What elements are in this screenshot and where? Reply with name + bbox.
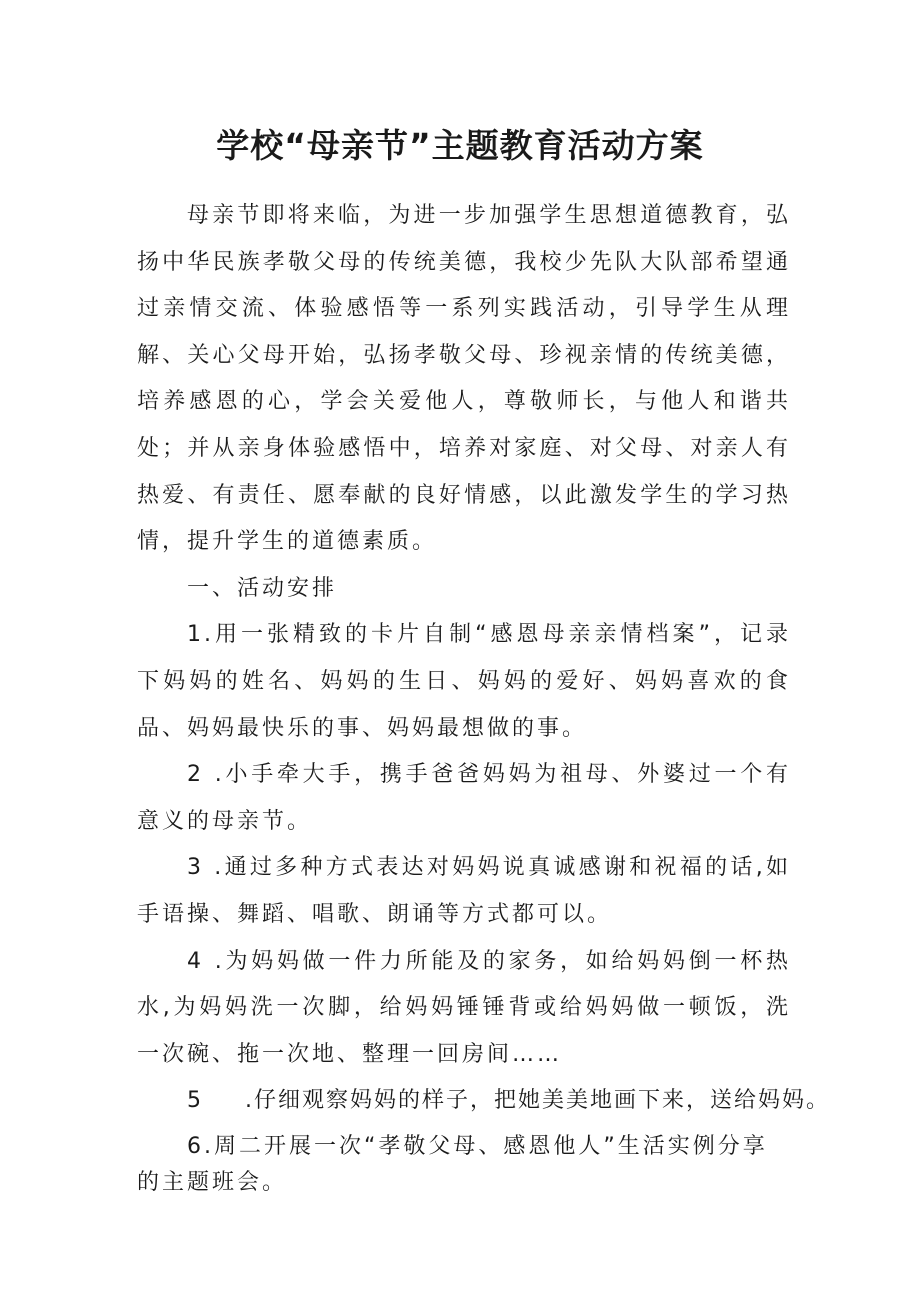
activity-item-6: 6.周二开展一次“孝敬父母、感恩他人”生活实例分享的主题班会。 [137,1133,768,1195]
activity-item-3: 3 .通过多种方式表达对妈妈说真诚感谢和祝福的话,如手语操、舞蹈、唱歌、朗诵等方式都可以。 [137,855,791,927]
activity-item-2: 2 .小手牵大手，携手爸爸妈妈为祖母、外婆过一个有意义的母亲节。 [137,762,791,834]
activity-item-1: 1.用一张精致的卡片自制“感恩母亲亲情档案”，记录下妈妈的姓名、妈妈的生日、妈妈的爱好、妈妈喜欢的食品、妈妈最快乐的事、妈妈最想做的事。 [137,622,791,741]
activity-item-5 [137,1078,830,1125]
activity-item-5-text: .仔细观察妈妈的样子，把她美美地画下来，送给妈妈。 [245,1088,830,1114]
intro-paragraph: 母亲节即将来临，为进一步加强学生思想道德教育，弘扬中华民族孝敬父母的传统美德，我校少先队大队部希望通过亲情交流、体验感悟等一系列实践活动，引导学生从理解、关心父母开始，弘扬孝敬父母、珍视亲情的传统美德，培养感恩的心，学会关爱他人，尊敬师长，与他人和谐共处；并从亲身体验感悟中，培养对家庭、对父母、对亲人有热爱、有责任、愿奉献的良好情感，以此激发学生的学习热情，提升学生的道德素质。 [137,203,791,555]
activity-item-5-number: 5 [187,1088,203,1114]
activity-item-4: 4 .为妈妈做一件力所能及的家务，如给妈妈倒一杯热水,为妈妈洗一次脚，给妈妈锤锤背或给妈妈做一顿饭，洗一次碗、拖一次地、整理一回房间…… [137,948,791,1067]
section-heading-activity-arrangement: 一、活动安排 [187,575,338,601]
document-title: 学校“母亲节”主题教育活动方案 [216,126,704,165]
document-body [137,193,830,1201]
